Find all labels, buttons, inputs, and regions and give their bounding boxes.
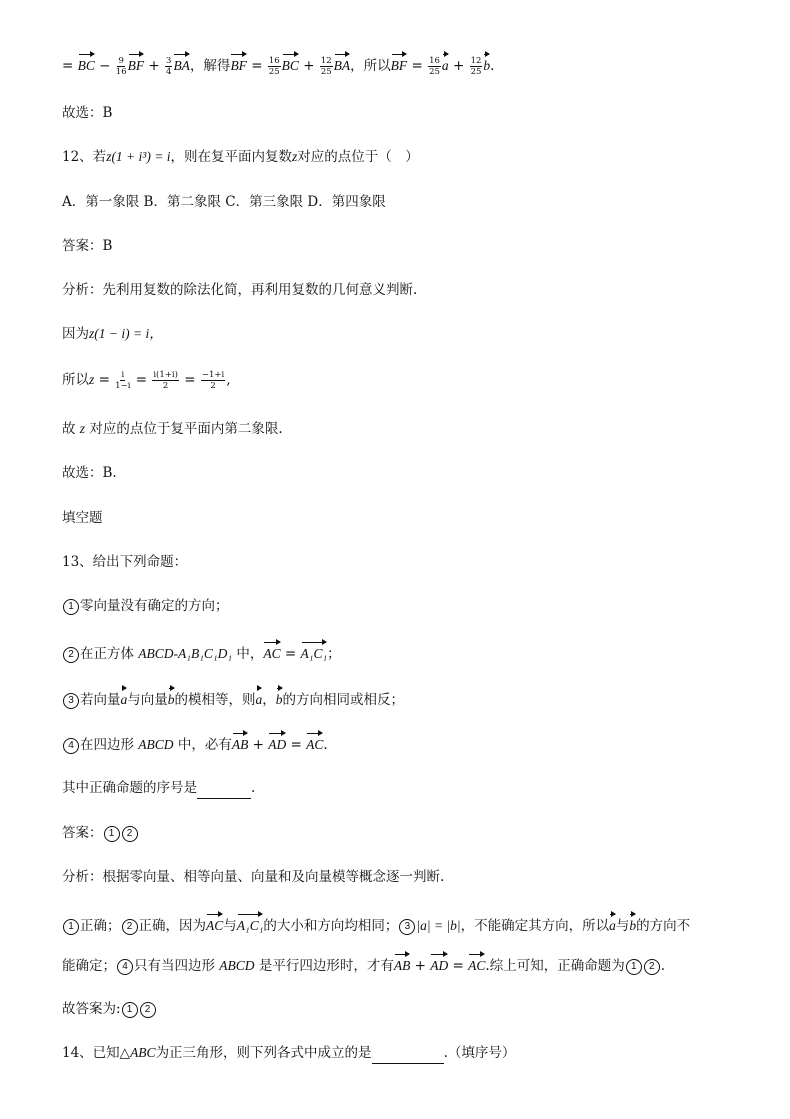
question-12-answer: 答案：B [62, 238, 113, 254]
vector-bc: BC [78, 52, 95, 77]
question-14: 14、已知△ABC为正三角形，则下列各式中成立的是 .（填序号） [62, 1042, 730, 1064]
circled-number: 3 [63, 693, 79, 709]
question-13-solution-2: 能确定； 4 只有当四边形 ABCD 是平行四边形时，才有AB + AD = AC.综上可知，正确命题为 1 2 . [62, 952, 730, 977]
question-13: 13、给出下列命题： [62, 554, 188, 570]
proposition-1: 1 零向量没有确定的方向； [62, 595, 730, 617]
question-13-solution-1: 1 正确； 2 正确，因为AC与A₁C₁的大小和方向均相同； 3 |a| = |b|，不能确定其方向，所以a与b的方向不 [62, 912, 730, 937]
question-13-answer: 答案： 1 2 [62, 822, 730, 844]
question-12-step-1: 因为z(1 − i) = i， [62, 326, 163, 342]
fraction: $\frac{i}{1-i}$ [115, 370, 131, 391]
answer-choice-line: 故选：B [62, 105, 113, 121]
fraction: $\frac{3}{4}$ [166, 56, 172, 77]
question-12-step-3: 故 z 对应的点位于复平面内第二象限. [62, 421, 283, 437]
fraction: $\frac{12}{25}$ [470, 56, 482, 77]
fraction: $\frac{16}{25}$ [429, 56, 440, 77]
fraction: $\frac{i(1+i)}{2}$ [153, 370, 178, 391]
fraction: $\frac{-1+i}{2}$ [201, 370, 225, 391]
section-heading: 填空题 [62, 510, 103, 526]
question-12-step-2: 所以z = $\frac{i}{1-i}$ = $\frac{i(1+i)}{2}$ = $\frac{-1+i}{2}$ , [62, 370, 231, 391]
circled-number: 1 [63, 599, 79, 615]
fraction: $\frac{9}{16}$ [115, 56, 127, 77]
fraction: $\frac{16}{25}$ [268, 56, 280, 77]
proposition-2: 2 在正方体 ABCD-A₁B₁C₁D₁ 中，AC = A₁C₁； [62, 640, 730, 665]
question-13-final: 故答案为: 1 2 [62, 998, 730, 1020]
question-12-analysis: 分析：先利用复数的除法化简，再利用复数的几何意义判断. [62, 282, 418, 298]
question-12-selection: 故选：B. [62, 465, 117, 481]
question-12: 12、若z(1 + i³) = i，则在复平面内复数z对应的点位于（ ） [62, 149, 419, 165]
question-12-options: A．第一象限 B．第二象限 C．第三象限 D．第四象限 [62, 194, 386, 210]
proposition-3: 3 若向量a与向量b的模相等，则a，b的方向相同或相反； [62, 686, 730, 711]
circled-number: 2 [63, 647, 79, 663]
circled-number: 4 [63, 738, 79, 754]
proposition-4: 4 在四边形 ABCD 中，必有AB + AD = AC. [62, 731, 730, 756]
fraction: $\frac{12}{25}$ [320, 56, 332, 77]
question-13-prompt: 其中正确命题的序号是 . [62, 777, 730, 799]
solution-vector-line: = BC − $\frac{9}{16}$ BF + $\frac{3}{4}$ BA，解得BF = $\frac{16}{25}$ BC + $\frac{12}{25}$ BA，所以BF = $\frac{16}{25}$ a + $\frac{12}{25}$ b. [62, 52, 730, 77]
question-13-analysis: 分析：根据零向量、相等向量、向量和及向量模等概念逐一判断. [62, 869, 445, 885]
answer-blank [197, 784, 251, 799]
answer-blank [372, 1049, 444, 1064]
